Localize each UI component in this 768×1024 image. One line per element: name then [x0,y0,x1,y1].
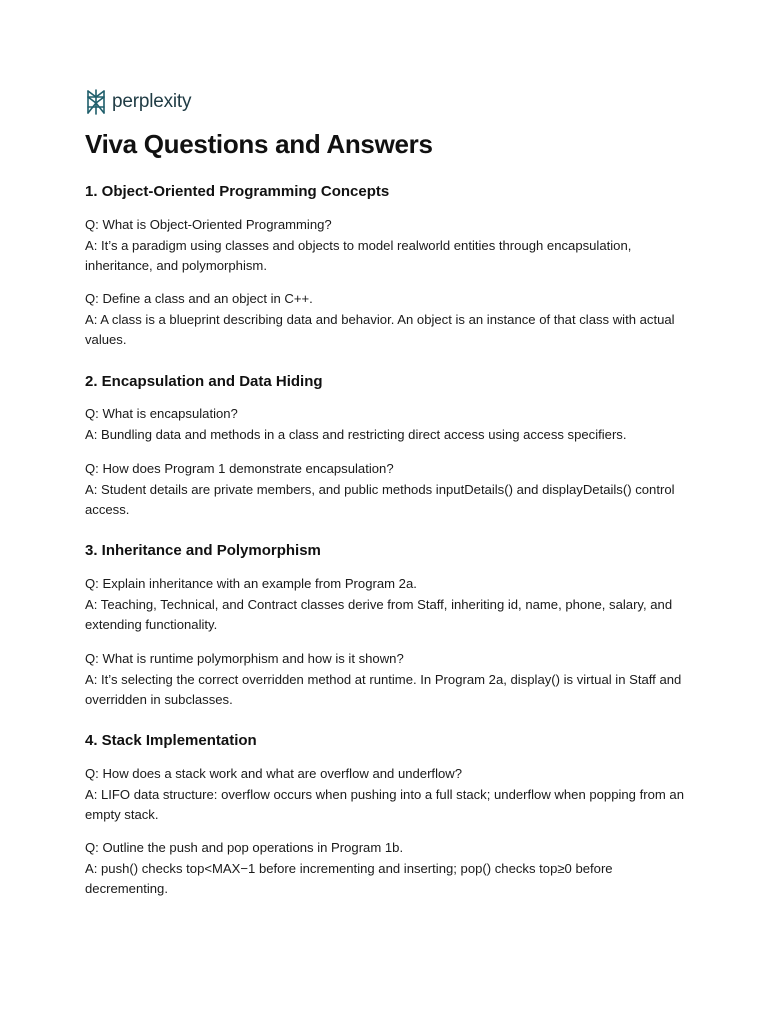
answer: A: push() checks top<MAX−1 before incrementing and inserting; pop() checks top≥0 before decrementing. [85,860,613,896]
answer: A: Teaching, Technical, and Contract classes derive from Staff, inheriting id, name, phone, salary, and extending functionality. [85,596,673,632]
page-title: Viva Questions and Answers [85,129,433,159]
qa-item [85,459,685,521]
answer: A: It’s a paradigm using classes and objects to model realworld entities through encapsulation, inheritance, and polymorphism. [85,237,632,273]
section-heading-oop: 1. Object-Oriented Programming Concepts [85,183,390,200]
qa-item [85,404,685,445]
question: Q: Define a class and an object in C++. [85,291,313,306]
perplexity-logo-icon [85,89,107,115]
question: Q: What is Object-Oriented Programming? [85,217,332,232]
answer: A: A class is a blueprint describing data and behavior. An object is an instance of that class with actual values. [85,311,675,347]
qa-item [85,838,685,900]
answer: A: Student details are private members, and public methods inputDetails() and displayDetails() control access. [85,481,675,517]
section-heading-encapsulation: 2. Encapsulation and Data Hiding [85,373,323,390]
qa-item [85,574,685,636]
question: Q: Outline the push and pop operations in Program 1b. [85,840,404,855]
answer: A: Bundling data and methods in a class and restricting direct access using access specifiers. [85,426,627,442]
document-page [85,88,685,896]
qa-item [85,764,685,826]
brand-logo [85,88,685,116]
brand-name: perplexity [112,91,192,112]
question: Q: How does Program 1 demonstrate encapsulation? [85,461,394,476]
question: Q: Explain inheritance with an example from Program 2a. [85,576,417,591]
section-heading-stack: 4. Stack Implementation [85,732,257,749]
qa-item [85,289,685,351]
qa-item [85,649,685,711]
answer: A: LIFO data structure: overflow occurs when pushing into a full stack; underflow when popping from an empty stack. [85,786,684,822]
section-heading-inheritance: 3. Inheritance and Polymorphism [85,542,321,559]
question: Q: What is encapsulation? [85,406,238,421]
qa-item [85,215,685,277]
question: Q: How does a stack work and what are overflow and underflow? [85,766,463,781]
question: Q: What is runtime polymorphism and how is it shown? [85,651,404,666]
answer: A: It’s selecting the correct overridden method at runtime. In Program 2a, display() is virtual in Staff and overridden in subclasses. [85,671,682,707]
